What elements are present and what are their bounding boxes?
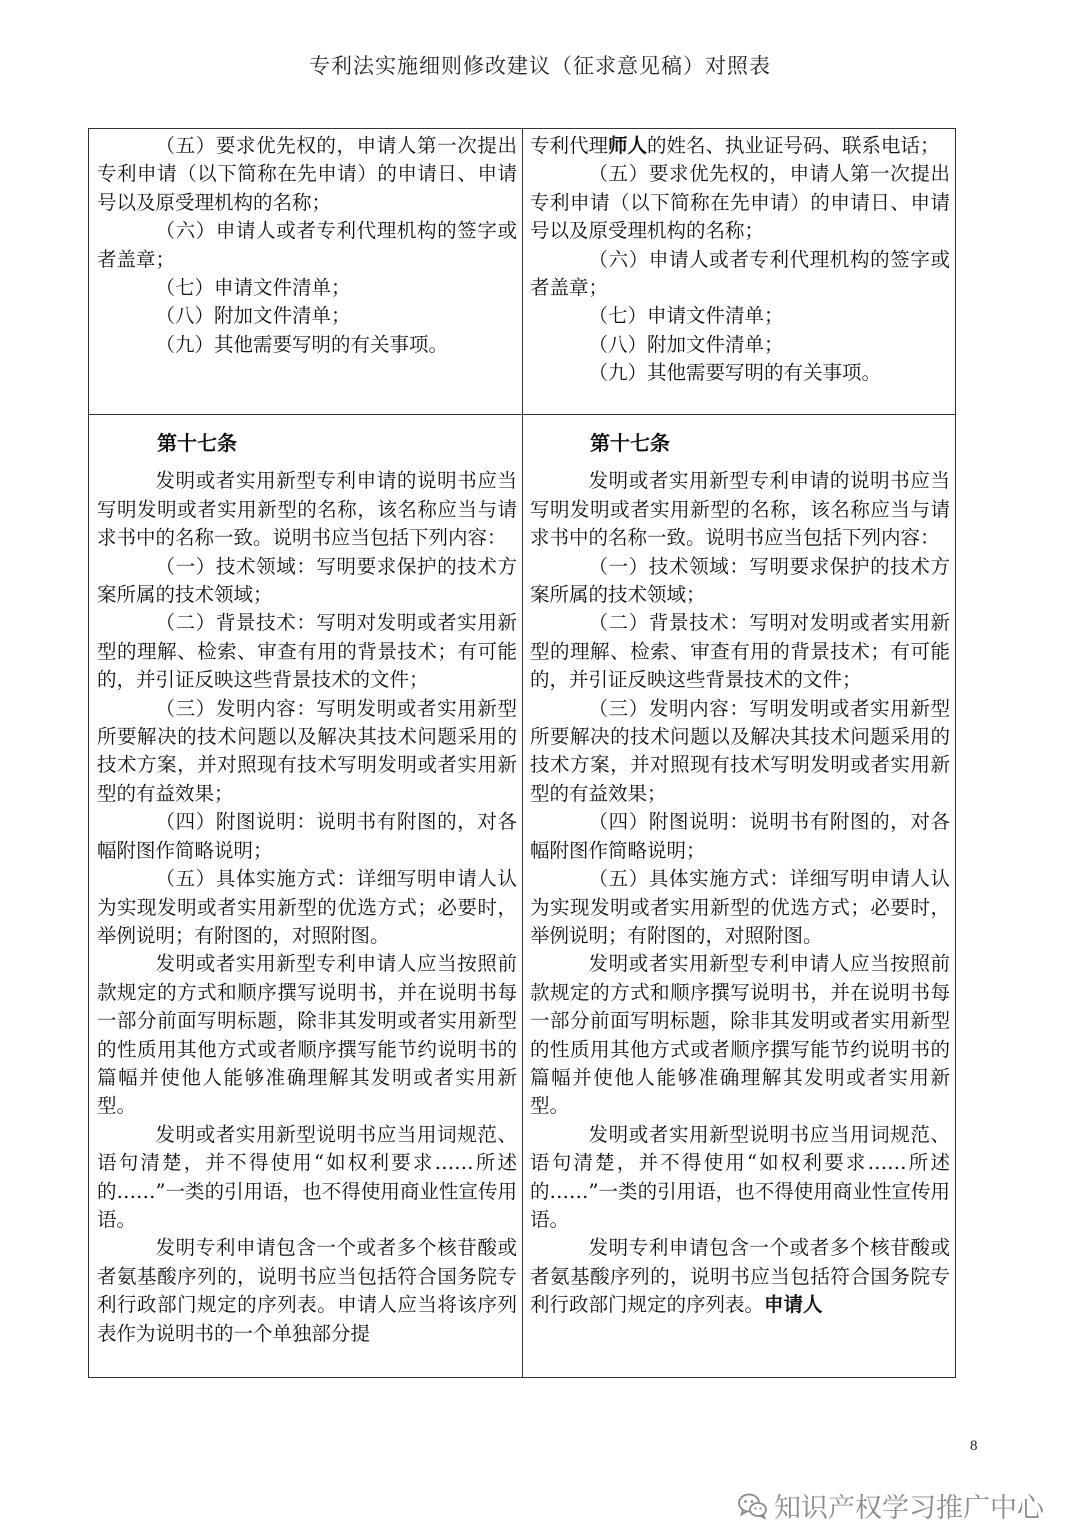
agent-info-prefix: 专利代理 xyxy=(530,134,609,157)
comparison-table xyxy=(88,128,956,1378)
clause-item: （一）技术领域：写明要求保护的技术方案所属的技术领域； xyxy=(530,554,950,607)
clause-item: （二）背景技术：写明对发明或者实用新型的理解、检索、审查有用的背景技术；有可能的，并引证反映这些背景技术的文件； xyxy=(530,611,950,692)
clause-item: （八）附加文件清单； xyxy=(155,304,351,328)
article-intro: 发明或者实用新型专利申请的说明书应当写明发明或者实用新型的名称，该名称应当与请求书中的名称一致。说明书应当包括下列内容： xyxy=(530,469,950,550)
clause-item: （三）发明内容：写明发明或者实用新型所要解决的技术问题以及解决其技术问题采用的技术方案，并对照现有技术写明发明或者实用新型的有益效果； xyxy=(97,696,517,805)
column-divider xyxy=(522,129,523,1377)
row2-right-cell xyxy=(530,427,950,1373)
article-paragraph: 发明专利申请包含一个或者多个核苷酸或者氨基酸序列的，说明书应当包括符合国务院专利行政部门规定的序列表。申请人应当将该序列表作为说明书的一个单独部分提 xyxy=(97,1236,517,1345)
clause-item: （五）具体实施方式：详细写明申请人认为实现发明或者实用新型的优选方式；必要时，举例说明；有附图的，对照附图。 xyxy=(530,867,950,947)
agent-info-rest: 的姓名、执业证号码、联系电话； xyxy=(647,134,940,157)
row1-right-cell xyxy=(530,132,950,412)
article-paragraph: 发明或者实用新型专利申请人应当按照前款规定的方式和顺序撰写说明书，并在说明书每一部分前面写明标题，除非其发明或者实用新型的性质用其他方式或者顺序撰写能节约说明书的篇幅并使他人能够准确理解其发明或者实用新型。 xyxy=(530,952,950,1118)
page-number: 8 xyxy=(970,1438,978,1454)
row1-left-cell xyxy=(97,132,517,412)
clause-item: （七）申请文件清单； xyxy=(155,276,351,300)
page-header-title: 专利法实施细则修改建议（征求意见稿）对照表 xyxy=(309,54,771,78)
article-paragraph-text: 发明专利申请包含一个或者多个核苷酸或者氨基酸序列的，说明书应当包括符合国务院专利行政部门规定的序列表。 xyxy=(530,1236,950,1317)
wechat-icon xyxy=(738,1492,768,1520)
article-title: 第十七条 xyxy=(157,431,237,455)
article-title: 第十七条 xyxy=(590,431,670,455)
clause-item: （四）附图说明：说明书有附图的，对各幅附图作简略说明； xyxy=(530,810,950,862)
article-intro: 发明或者实用新型专利申请的说明书应当写明发明或者实用新型的名称，该名称应当与请求书中的名称一致。说明书应当包括下列内容： xyxy=(97,469,517,550)
watermark xyxy=(738,1486,1044,1525)
clause-item: （一）技术领域：写明要求保护的技术方案所属的技术领域； xyxy=(97,554,517,607)
clause-item: （六）申请人或者专利代理机构的签字或者盖章； xyxy=(97,219,517,271)
agent-info-line xyxy=(530,132,950,160)
article-paragraph xyxy=(530,1234,950,1319)
clause-item: （五）具体实施方式：详细写明申请人认为实现发明或者实用新型的优选方式；必要时，举例说明；有附图的，对照附图。 xyxy=(97,867,517,947)
amended-text: 师人 xyxy=(608,134,648,157)
row-divider xyxy=(89,414,955,415)
clause-item: （四）附图说明：说明书有附图的，对各幅附图作简略说明； xyxy=(97,810,517,862)
clause-item: （五）要求优先权的，申请人第一次提出专利申请（以下简称在先申请）的申请日、申请号以及原受理机构的名称； xyxy=(530,162,950,243)
clause-item: （七）申请文件清单； xyxy=(588,304,784,328)
clause-item: （八）附加文件清单； xyxy=(588,332,784,356)
article-paragraph: 发明或者实用新型说明书应当用词规范、语句清楚，并不得使用“如权利要求……所述的……”一类的引用语，也不得使用商业性宣传用语。 xyxy=(97,1122,517,1231)
clause-item: （六）申请人或者专利代理机构的签字或者盖章； xyxy=(530,247,950,300)
clause-item: （九）其他需要写明的有关事项。 xyxy=(588,361,882,385)
watermark-text: 知识产权学习推广中心 xyxy=(774,1493,1044,1524)
row2-left-cell xyxy=(97,427,517,1373)
article-paragraph: 发明或者实用新型说明书应当用词规范、语句清楚，并不得使用“如权利要求……所述的……”一类的引用语，也不得使用商业性宣传用语。 xyxy=(530,1122,950,1231)
clause-item: （二）背景技术：写明对发明或者实用新型的理解、检索、审查有用的背景技术；有可能的，并引证反映这些背景技术的文件； xyxy=(97,611,517,692)
amended-text: 申请人 xyxy=(764,1293,823,1317)
article-paragraph: 发明或者实用新型专利申请人应当按照前款规定的方式和顺序撰写说明书，并在说明书每一部分前面写明标题，除非其发明或者实用新型的性质用其他方式或者顺序撰写能节约说明书的篇幅并使他人能够准确理解其发明或者实用新型。 xyxy=(97,952,517,1118)
clause-item: （九）其他需要写明的有关事项。 xyxy=(155,332,449,356)
clause-item: （三）发明内容：写明发明或者实用新型所要解决的技术问题以及解决其技术问题采用的技术方案，并对照现有技术写明发明或者实用新型的有益效果； xyxy=(530,696,950,805)
clause-item: （五）要求优先权的，申请人第一次提出专利申请（以下简称在先申请）的申请日、申请号以及原受理机构的名称； xyxy=(97,134,517,214)
